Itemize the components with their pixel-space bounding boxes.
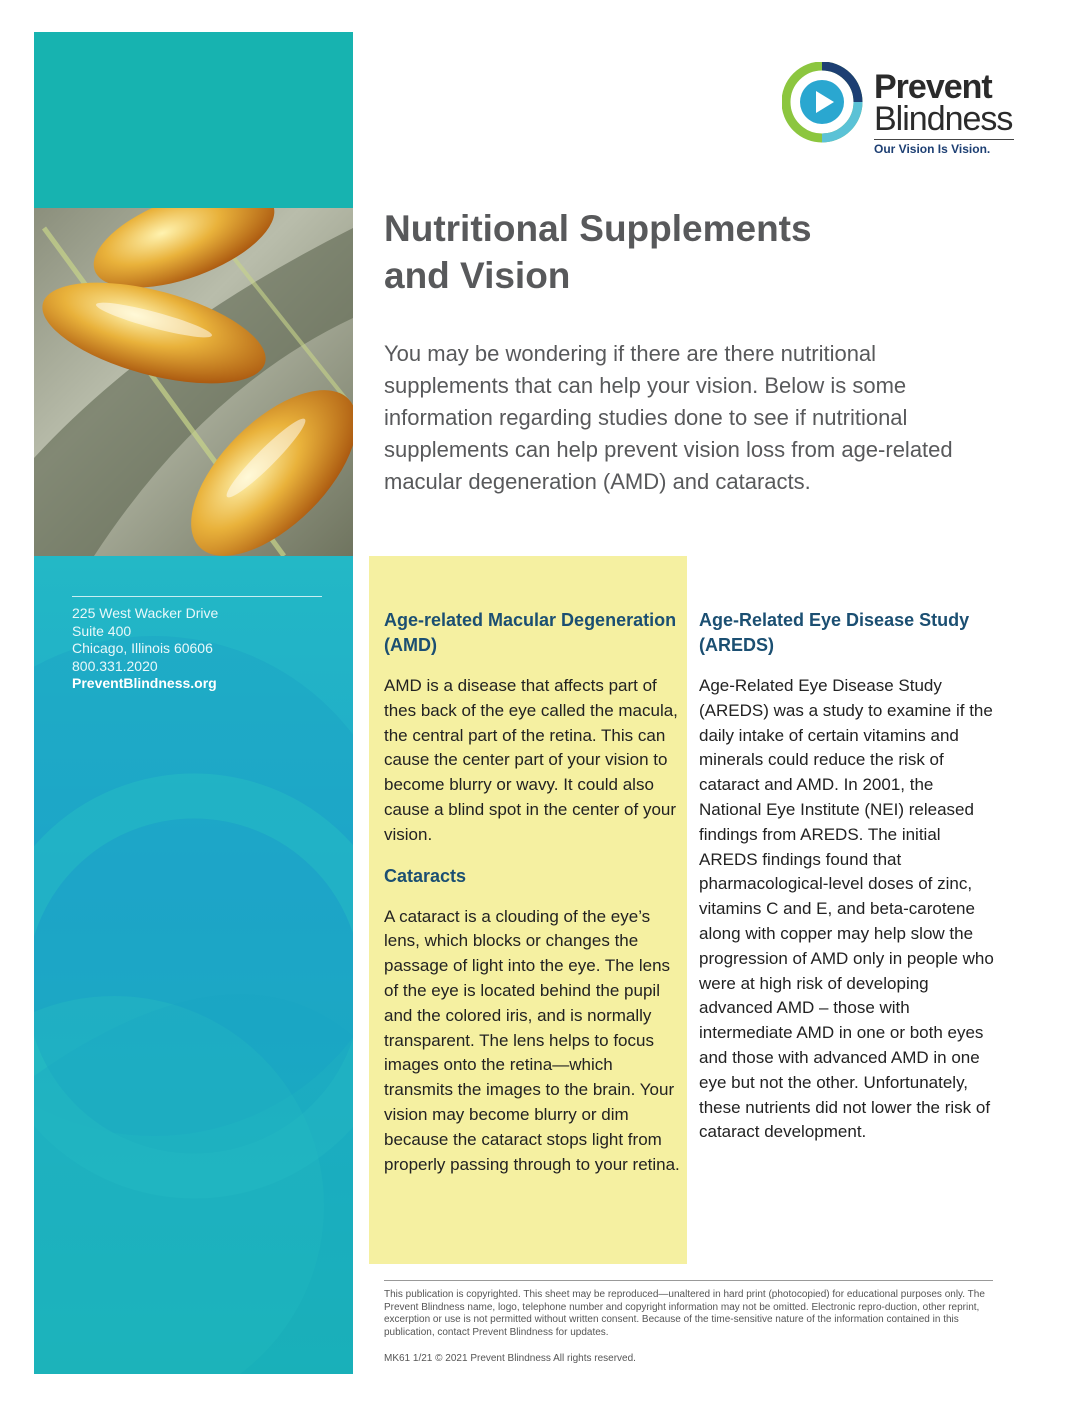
contact-address — [72, 596, 322, 693]
address-suite: Suite 400 — [72, 622, 132, 639]
logo-tagline: Our Vision Is Vision. — [874, 142, 991, 156]
copyright-notice: This publication is copyrighted. This sheet may be reproduced—unaltered in hard print (photocopied) for educational purposes only. The Prevent Blindness name, logo, telephone number and copyright information may not be omitted. Electronic repro-duction, other reprint, excerption or use is not permitted without written consent. Because of the time-sensitive nature of the information contained in this publication, contact Prevent Blindness for updates. — [384, 1289, 985, 1338]
address-street: 225 West Wacker Drive — [72, 605, 219, 621]
page-title-line1: Nutritional Supplements — [384, 208, 812, 249]
address-divider — [72, 596, 322, 597]
cataracts-heading: Cataracts — [384, 865, 467, 886]
areds-heading: Age-Related Eye Disease Study (AREDS) — [699, 610, 970, 655]
page-title-line2: and Vision — [384, 255, 571, 296]
page-title — [384, 205, 984, 299]
logo-wordmark-prevent: Prevent — [874, 68, 992, 106]
publication-code: MK61 1/21 © 2021 Prevent Blindness All rights reserved. — [384, 1353, 636, 1365]
amd-heading: Age-related Macular Degeneration (AMD) — [384, 610, 677, 655]
logo-eye-icon — [782, 62, 866, 146]
sidebar-contact-panel — [34, 556, 353, 1374]
intro-paragraph: You may be wondering if there are there nutritional supplements that can help your vision. Below is some information regarding studies done to see if nutritional supplements can help prevent vision loss from age-related macular degeneration (AMD) and cataracts. — [384, 341, 953, 494]
logo-divider — [874, 139, 1014, 140]
prevent-blindness-logo — [782, 62, 1022, 162]
cataracts-body: A cataract is a clouding of the eye’s lens, which blocks or changes the passage of light into the eye. The lens of the eye is located behind the pupil and the colored iris, and is normally transparent. The lens helps to focus images onto the retina—which transmits the images to the brain. Your vision may become blurry or dim because the cataract stops light from properly passing through to your retina. — [384, 906, 680, 1174]
areds-body: Age-Related Eye Disease Study (AREDS) was a study to examine if the daily intake of certain vitamins and minerals could reduce the risk of cataract and AMD. In 2001, the National Eye Institute (NEI) released findings from AREDS. The initial AREDS findings found that pharmacological-level doses of zinc, vitamins C and E, and beta-carotene along with copper may help slow the progression of AMD only in people who were at high risk of developing advanced AMD – those with intermediate AMD in one or both eyes and those with advanced AMD in one eye but not the other. Unfortunately, these nutrients did not lower the risk of cataract development. — [699, 676, 994, 1142]
footer-divider — [384, 1280, 993, 1281]
sidebar-top-panel — [34, 32, 353, 208]
phone-number: 800.331.2020 — [72, 657, 158, 674]
address-city: Chicago, Illinois 60606 — [72, 640, 213, 656]
right-column — [699, 608, 999, 1145]
website-link[interactable]: PreventBlindness.org — [72, 675, 217, 691]
logo-wordmark-blindness: Blindness — [874, 100, 1013, 138]
supplement-capsules-photo — [34, 208, 353, 556]
copyright-footer — [384, 1280, 993, 1366]
left-column — [384, 608, 684, 1177]
amd-body: AMD is a disease that affects part of thes back of the eye called the macula, the central part of the retina. This can cause the center part of your vision to become blurry or wavy. It could also cause a blind spot in the center of your vision. — [384, 676, 678, 844]
